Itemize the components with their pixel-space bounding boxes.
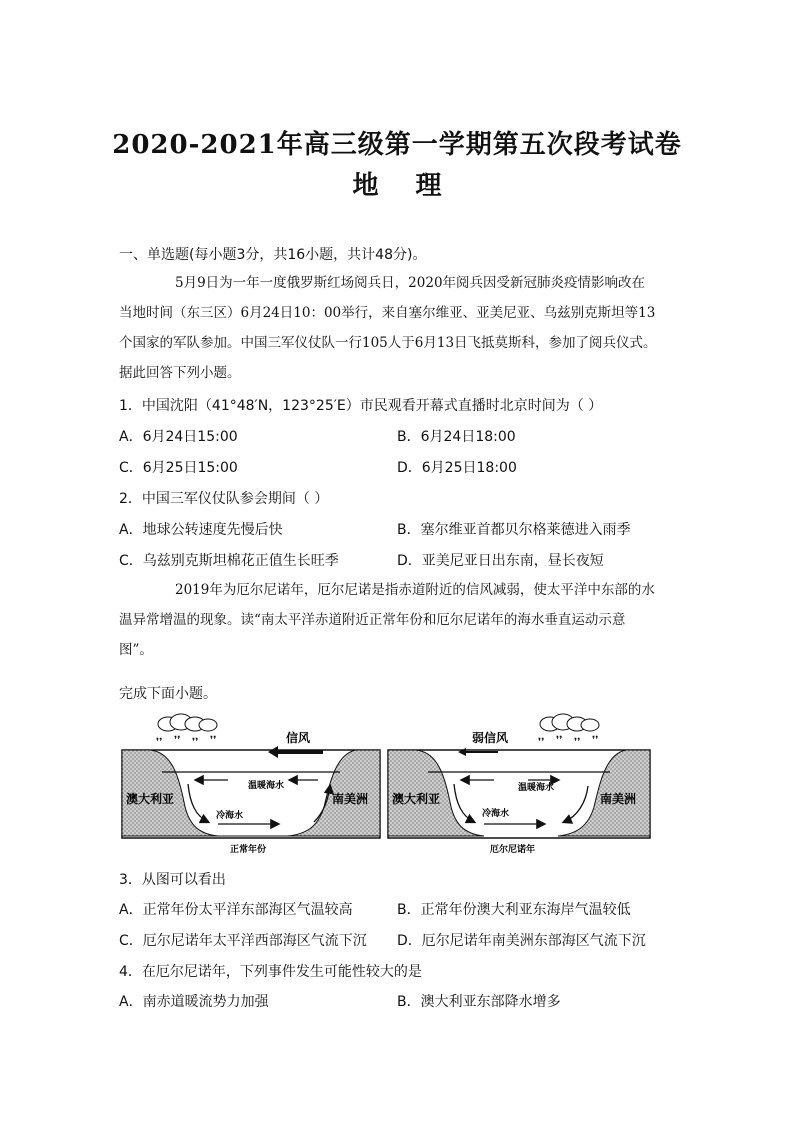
elnino-figure	[118, 712, 658, 858]
question-3-option-a: A．正常年份太平洋东部海区气温较高	[119, 902, 353, 918]
passage-1-line-1: 5月9日为一年一度俄罗斯红场阅兵日，2020年阅兵因受新冠肺炎疫情影响改在	[175, 275, 646, 291]
cloud-icon	[158, 714, 217, 731]
question-1-option-d: D．6月25日18:00	[397, 460, 517, 476]
question-1-stem: 1．中国沈阳（41°48′N，123°25′E）市民观看开幕式直播时北京时间为（ ）	[119, 398, 603, 414]
question-4-stem: 4．在厄尔尼诺年，下列事件发生可能性较大的是	[119, 964, 422, 980]
question-3-option-c: C．厄尔尼诺年太平洋西部海区气流下沉	[119, 933, 367, 949]
svg-text:❜❜: ❜❜	[574, 737, 581, 748]
passage-1-line-4: 据此回答下列小题。	[119, 365, 241, 381]
australia-label: 澳大利亚	[392, 792, 441, 806]
subject-title: 地 理	[352, 171, 456, 201]
warm-water-label: 温暖海水	[248, 781, 285, 791]
question-3-option-b: B．正常年份澳大利亚东海岸气温较低	[397, 902, 631, 918]
trade-wind-label: 信风	[286, 731, 311, 745]
elnino-year-panel	[388, 714, 650, 855]
question-2-option-a: A．地球公转速度先慢后快	[119, 522, 283, 538]
svg-text:❜❜: ❜❜	[174, 735, 181, 746]
passage-2	[119, 575, 675, 665]
question-2-option-d: D．亚美尼亚日出东南，昼长夜短	[397, 553, 604, 569]
passage-2-prompt: 完成下面小题。	[119, 686, 217, 702]
section-heading: 一、单选题(每小题3分，共16小题，共计48分)。	[119, 247, 427, 263]
svg-text:❜❜: ❜❜	[210, 735, 217, 746]
question-1-option-b: B．6月24日18:00	[397, 429, 516, 445]
passage-1-line-2: 当地时间（东三区）6月24日10：00举行，来自塞尔维亚、亚美尼亚、乌兹别克斯坦等13	[119, 305, 656, 321]
warm-water-label: 温暖海水	[518, 783, 555, 793]
cloud-icon	[540, 714, 599, 731]
south-america-label: 南美洲	[600, 792, 637, 806]
weak-trade-wind-label: 弱信风	[472, 731, 509, 745]
question-3-stem: 3．从图可以看出	[119, 872, 226, 888]
svg-text:❜❜: ❜❜	[538, 737, 545, 748]
cold-water-label: 冷海水	[216, 811, 244, 821]
normal-year-caption: 正常年份	[230, 845, 267, 855]
exam-title: 2020-2021年高三级第一学期第五次段考试卷	[112, 130, 682, 160]
question-4-option-a: A．南赤道暖流势力加强	[119, 994, 269, 1010]
question-2-option-c: C．乌兹别克斯坦棉花正值生长旺季	[119, 553, 339, 569]
passage-2-line-1: 2019年为厄尔尼诺年，厄尔尼诺是指赤道附近的信风减弱，使太平洋中东部的水	[175, 582, 655, 598]
elnino-year-caption: 厄尔尼诺年	[490, 845, 536, 855]
passage-2-line-3: 图”。	[119, 642, 153, 658]
svg-text:❜❜: ❜❜	[556, 735, 563, 746]
question-2-option-b: B．塞尔维亚首都贝尔格莱德进入雨季	[397, 522, 631, 538]
normal-year-panel	[122, 714, 380, 855]
question-4-option-b: B．澳大利亚东部降水增多	[397, 994, 561, 1010]
passage-2-line-2: 温异常增温的现象。读“南太平洋赤道附近正常年份和厄尔尼诺年的海水垂直运动示意	[119, 612, 626, 628]
svg-text:❜❜: ❜❜	[192, 737, 199, 748]
rain-icon	[156, 735, 216, 748]
passage-1	[119, 268, 675, 388]
question-1-option-c: C．6月25日15:00	[119, 460, 238, 476]
svg-text:❜❜: ❜❜	[592, 735, 599, 746]
rain-icon	[538, 735, 598, 748]
australia-label: 澳大利亚	[126, 792, 175, 806]
south-america-label: 南美洲	[332, 792, 369, 806]
question-3-option-d: D．厄尔尼诺年南美洲东部海区气流下沉	[397, 933, 646, 949]
passage-1-line-3: 个国家的军队参加。中国三军仪仗队一行105人于6月13日飞抵莫斯科，参加了阅兵仪式。	[119, 335, 657, 351]
cold-water-label: 冷海水	[482, 809, 510, 819]
question-1-option-a: A．6月24日15:00	[119, 429, 238, 445]
question-2-stem: 2．中国三军仪仗队参会期间（ ）	[119, 491, 329, 507]
svg-text:❜❜: ❜❜	[156, 737, 163, 748]
